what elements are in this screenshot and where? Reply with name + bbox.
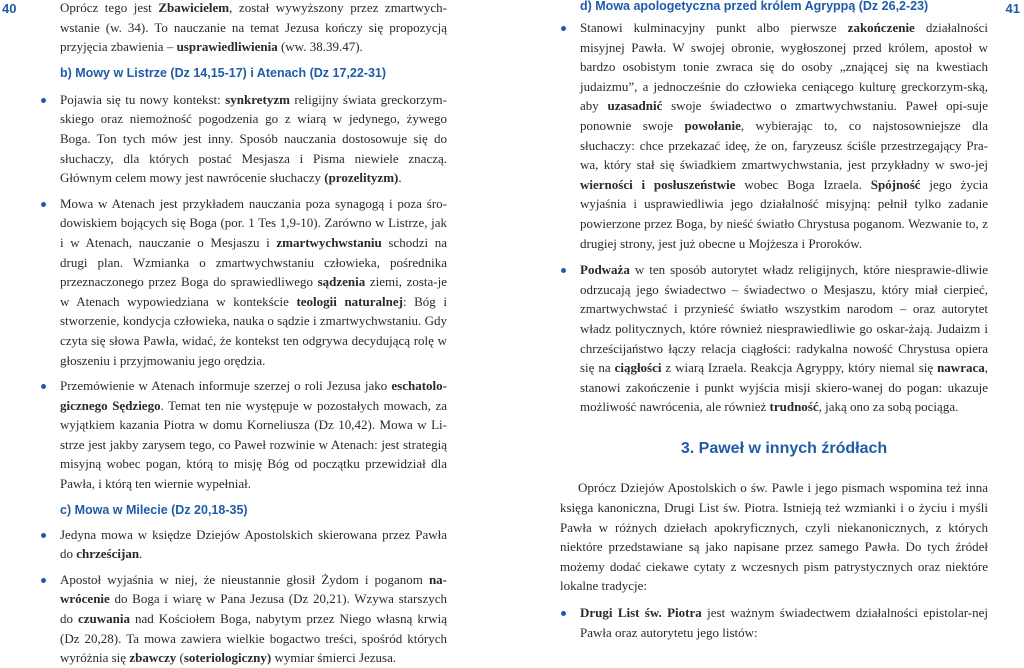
bullet-eschatologiczny: Przemówienie w Atenach informuje szerzej o roli Jezusa jako eschatolo-gicznego Sędziego. Temat ten nie występuje w pozostałych mowach, za wyjątkiem kazania Piotra w domu Korneliusza (Dz 10,42). Mowa w Li-strze jest jakby zarysem tego, co Paweł rozwinie w Atenach: jest strategią misyjną wobec pogan, którą to misję Bóg od początku przewidział dla Pawła, i którą ten wiernie wypełniał. bbox=[60, 376, 447, 494]
bullet-podwaza: Podważa w ten sposób autorytet władz religijnych, które niesprawie-dliwie odrzucają jego świadectwo – świadectwo o Mesjaszu, który miał cierpieć, zmartwychwstać i przynieść światło wszystkim narodom – oraz autorytet władz politycznych, które również niesprawiedliwie go oskar-żają. Judaizm i chrześcijaństwo łączy relacja ciągłości: radykalna nowość Chrystusa opiera się na ciągłości z wiarą Izraela. Reakcja Agryppy, który niemal się nawraca, stanowi zakończenie i punkt wyjścia misji skiero-wanej do pogan: ukazuje możliwość nawrócenia, ale również trudność, jaką ono za sobą pociąga. bbox=[580, 260, 988, 417]
paragraph-inne-zrodla: Oprócz Dziejów Apostolskich o św. Pawle i jego pismach wspomina też inna księga kanoniczna, Drugi List św. Piotra. Istnieją też wzmianki i o życiu i myśli Pawła w różnych dziełach apokryficznych, czyli niekanonicznych, z których niektóre przedstawiane są jako napisane przez samego Pawła. Do tych źródeł możemy dodać ciekawe cytaty z wczesnych pism patrystycznych oraz niektóre lokalne tradycje: bbox=[560, 480, 988, 594]
bullet-zakonczenie: Stanowi kulminacyjny punkt albo pierwsze zakończenie działalności misyjnej Pawła. W swojej obronie, wygłoszonej przed królem, apostoł w bardzo osobistym tonie zwraca się do osoby „znającej się na kwestiach judaizmu”, a jednocześnie do człowieka ceniącego kulturę greckorzym-ską, aby uzasadnić swoje świadectwo o zmartwychwstaniu. Paweł opi-suje ponownie swoje powołanie, wybierając to, co najstosowniejsze dla słuchaczy: chce przekazać ideę, że on, faryzeusz ściśle przestrzegający Pra-wa, który stał się świadkiem zmartwychwstania, jest przykładny w swo-jej wierności i posłuszeństwie wobec Boga Izraela. Spójność jego życia wyjaśnia i usprawiedliwia jego działalność misyjną: pełnił tylko zadanie powierzone przez Boga, by nieść światło Chrystusa poganom. Wezwanie to, z drugiej strony, jest już obecne u Mojżesza i Proroków. bbox=[580, 18, 988, 253]
left-page-column bbox=[60, 0, 447, 668]
heading-listra-ateny: b) Mowy w Listrze (Dz 14,15-17) i Atenach (Dz 17,22-31) bbox=[60, 65, 387, 80]
paragraph-zbawiciel: Oprócz tego jest Zbawicielem, został wywyższony przez zmartwych-wstanie (w. 34). To nauczanie na temat Jezusa kończy się propozycją przyjęcia zbawienia – usprawiedliwienia (ww. 38.39.47). bbox=[60, 0, 447, 55]
section-title: 3. Paweł w innych źródłach bbox=[680, 439, 888, 457]
bullet-ateny: Mowa w Atenach jest przykładem nauczania poza synagogą i poza śro-dowiskiem bojących się Boga (por. 1 Tes 1,9-10). Zarówno w Listrze, jak i w Atenach, nauczanie o Mesjaszu i zmartwychwstaniu schodzi na drugi plan. Wzmianka o zmartwychwstaniu człowieka, pośrednika przeznaczonego przez Boga do sprawiedliwego sądzenia ziemi, zosta-je w Atenach wypowiedziana w kontekście teologii naturalnej: Bóg i stworzenie, kondycja człowieka, nauka o sądzie i zmartwychwstaniu. Gdy czyta się słowa Pawła, widać, że kontekst ten odgrywa decydującą rolę w głoszeniu i przyjmowaniu jego orędzia. bbox=[60, 194, 447, 370]
bullet-drugi-list: Drugi List św. Piotra jest ważnym świadectwem działalności epistolar-nej Pawła oraz autorytetu jego listów: bbox=[580, 603, 988, 642]
bullet-synkretyzm: Pojawia się tu nowy kontekst: synkretyzm religijny świata greckorzym-skiego oraz niemożność pogodzenia go z wiarą w jedynego, żywego Boga. Ton tych mów jest inny. Sposób nauczania dostosowuje się do słuchaczy, dla których postać Mesjasza i Pisma niewiele znaczą. Głównym celem mowy jest nawrócenie słuchaczy (prozelityzm). bbox=[60, 90, 447, 188]
heading-agryppa: d) Mowa apologetyczna przed królem Agryppą (Dz 26,2-23) bbox=[580, 0, 929, 13]
page-number-left: 40 bbox=[2, 1, 17, 16]
heading-milet: c) Mowa w Milecie (Dz 20,18-35) bbox=[60, 502, 248, 517]
bullet-chrzescijan: Jedyna mowa w księdze Dziejów Apostolskich skierowana przez Pawła do chrześcijan. bbox=[60, 525, 447, 564]
right-page-column bbox=[560, 0, 988, 642]
bullet-nawrocenie: Apostoł wyjaśnia w niej, że nieustannie głosił Żydom i poganom na-wrócenie do Boga i wiarę w Pana Jezusa (Dz 20,21). Wzywa starszych do czuwania nad Kościołem Boga, nabytym przez Niego własną krwią (Dz 20,28). Ta mowa zawiera wielkie bogactwo treści, spośród których wyróżnia się zbawczy (soteriologiczny) wymiar śmierci Jezusa. bbox=[60, 570, 447, 668]
page-number-right: 41 bbox=[1005, 1, 1020, 16]
